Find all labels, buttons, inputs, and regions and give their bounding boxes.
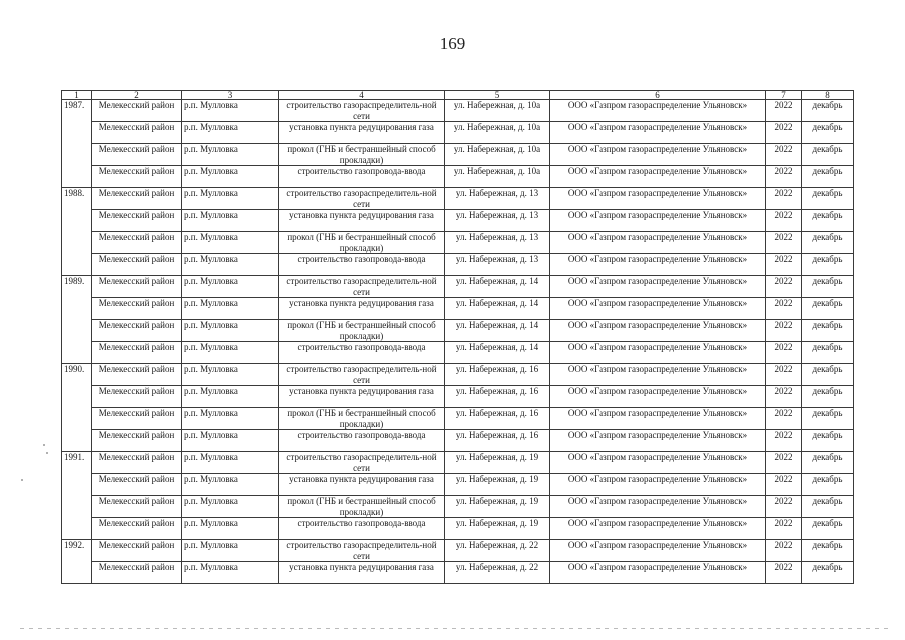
organization-cell: ООО «Газпром газораспределение Ульяновск» xyxy=(550,232,766,254)
year-cell: 2022 xyxy=(766,276,802,298)
table-row xyxy=(62,188,854,210)
year-cell: 2022 xyxy=(766,254,802,276)
column-header: 2 xyxy=(92,91,182,100)
month-cell: декабрь xyxy=(802,408,854,430)
address-cell: ул. Набережная, д. 19 xyxy=(445,496,550,518)
year-cell: 2022 xyxy=(766,474,802,496)
settlement-cell: р.п. Мулловка xyxy=(182,386,279,408)
year-cell: 2022 xyxy=(766,562,802,584)
address-cell: ул. Набережная, д. 10а xyxy=(445,144,550,166)
settlement-cell: р.п. Мулловка xyxy=(182,342,279,364)
organization-cell: ООО «Газпром газораспределение Ульяновск» xyxy=(550,144,766,166)
year-cell: 2022 xyxy=(766,540,802,562)
year-cell: 2022 xyxy=(766,430,802,452)
address-cell: ул. Набережная, д. 22 xyxy=(445,540,550,562)
organization-cell: ООО «Газпром газораспределение Ульяновск» xyxy=(550,562,766,584)
organization-cell: ООО «Газпром газораспределение Ульяновск» xyxy=(550,188,766,210)
organization-cell: ООО «Газпром газораспределение Ульяновск» xyxy=(550,342,766,364)
work-type-cell: прокол (ГНБ и бестраншейный способ прокладки) xyxy=(279,144,445,166)
organization-cell: ООО «Газпром газораспределение Ульяновск» xyxy=(550,254,766,276)
district-cell: Мелекесский район xyxy=(92,452,182,474)
column-header: 4 xyxy=(279,91,445,100)
address-cell: ул. Набережная, д. 14 xyxy=(445,276,550,298)
settlement-cell: р.п. Мулловка xyxy=(182,100,279,122)
settlement-cell: р.п. Мулловка xyxy=(182,188,279,210)
work-type-cell: строительство газораспределитель-ной сети xyxy=(279,100,445,122)
page-number: 169 xyxy=(439,34,466,53)
item-number-cell: 1989. xyxy=(62,276,92,364)
month-cell: декабрь xyxy=(802,518,854,540)
year-cell: 2022 xyxy=(766,100,802,122)
work-type-cell: строительство газораспределитель-ной сети xyxy=(279,276,445,298)
work-type-cell: строительство газопровода-ввода xyxy=(279,430,445,452)
district-cell: Мелекесский район xyxy=(92,100,182,122)
settlement-cell: р.п. Мулловка xyxy=(182,298,279,320)
settlement-cell: р.п. Мулловка xyxy=(182,496,279,518)
month-cell: декабрь xyxy=(802,496,854,518)
settlement-cell: р.п. Мулловка xyxy=(182,452,279,474)
work-type-cell: установка пункта редуцирования газа xyxy=(279,474,445,496)
year-cell: 2022 xyxy=(766,320,802,342)
address-cell: ул. Набережная, д. 16 xyxy=(445,430,550,452)
district-cell: Мелекесский район xyxy=(92,518,182,540)
table-row xyxy=(62,496,854,518)
address-cell: ул. Набережная, д. 10а xyxy=(445,122,550,144)
table-row xyxy=(62,232,854,254)
item-number-cell: 1988. xyxy=(62,188,92,276)
scan-speck xyxy=(43,444,45,446)
organization-cell: ООО «Газпром газораспределение Ульяновск» xyxy=(550,518,766,540)
table-row xyxy=(62,430,854,452)
table-row xyxy=(62,452,854,474)
item-number-cell: 1992. xyxy=(62,540,92,584)
work-type-cell: строительство газораспределитель-ной сети xyxy=(279,188,445,210)
district-cell: Мелекесский район xyxy=(92,122,182,144)
organization-cell: ООО «Газпром газораспределение Ульяновск» xyxy=(550,452,766,474)
district-cell: Мелекесский район xyxy=(92,144,182,166)
table-row xyxy=(62,100,854,122)
organization-cell: ООО «Газпром газораспределение Ульяновск» xyxy=(550,408,766,430)
month-cell: декабрь xyxy=(802,474,854,496)
district-cell: Мелекесский район xyxy=(92,562,182,584)
organization-cell: ООО «Газпром газораспределение Ульяновск» xyxy=(550,100,766,122)
address-cell: ул. Набережная, д. 13 xyxy=(445,210,550,232)
address-cell: ул. Набережная, д. 16 xyxy=(445,364,550,386)
year-cell: 2022 xyxy=(766,342,802,364)
table-row xyxy=(62,276,854,298)
year-cell: 2022 xyxy=(766,144,802,166)
work-type-cell: строительство газораспределитель-ной сети xyxy=(279,540,445,562)
gas-works-table xyxy=(61,90,854,584)
organization-cell: ООО «Газпром газораспределение Ульяновск» xyxy=(550,386,766,408)
address-cell: ул. Набережная, д. 22 xyxy=(445,562,550,584)
work-type-cell: установка пункта редуцирования газа xyxy=(279,210,445,232)
work-type-cell: прокол (ГНБ и бестраншейный способ прокладки) xyxy=(279,496,445,518)
settlement-cell: р.п. Мулловка xyxy=(182,474,279,496)
month-cell: декабрь xyxy=(802,364,854,386)
settlement-cell: р.п. Мулловка xyxy=(182,254,279,276)
work-type-cell: строительство газопровода-ввода xyxy=(279,254,445,276)
organization-cell: ООО «Газпром газораспределение Ульяновск» xyxy=(550,540,766,562)
address-cell: ул. Набережная, д. 14 xyxy=(445,298,550,320)
year-cell: 2022 xyxy=(766,518,802,540)
column-header: 8 xyxy=(802,91,854,100)
district-cell: Мелекесский район xyxy=(92,276,182,298)
district-cell: Мелекесский район xyxy=(92,166,182,188)
organization-cell: ООО «Газпром газораспределение Ульяновск» xyxy=(550,320,766,342)
month-cell: декабрь xyxy=(802,144,854,166)
district-cell: Мелекесский район xyxy=(92,188,182,210)
settlement-cell: р.п. Мулловка xyxy=(182,408,279,430)
year-cell: 2022 xyxy=(766,408,802,430)
year-cell: 2022 xyxy=(766,452,802,474)
table-row xyxy=(62,540,854,562)
table-row xyxy=(62,298,854,320)
district-cell: Мелекесский район xyxy=(92,232,182,254)
column-header: 1 xyxy=(62,91,92,100)
month-cell: декабрь xyxy=(802,100,854,122)
month-cell: декабрь xyxy=(802,276,854,298)
year-cell: 2022 xyxy=(766,166,802,188)
settlement-cell: р.п. Мулловка xyxy=(182,430,279,452)
month-cell: декабрь xyxy=(802,298,854,320)
settlement-cell: р.п. Мулловка xyxy=(182,364,279,386)
work-type-cell: строительство газопровода-ввода xyxy=(279,342,445,364)
work-type-cell: строительство газораспределитель-ной сети xyxy=(279,452,445,474)
year-cell: 2022 xyxy=(766,122,802,144)
table-body xyxy=(62,100,854,584)
address-cell: ул. Набережная, д. 13 xyxy=(445,254,550,276)
item-number-cell: 1990. xyxy=(62,364,92,452)
address-cell: ул. Набережная, д. 13 xyxy=(445,232,550,254)
work-type-cell: строительство газораспределитель-ной сети xyxy=(279,364,445,386)
address-cell: ул. Набережная, д. 14 xyxy=(445,320,550,342)
work-type-cell: прокол (ГНБ и бестраншейный способ прокладки) xyxy=(279,232,445,254)
month-cell: декабрь xyxy=(802,210,854,232)
settlement-cell: р.п. Мулловка xyxy=(182,276,279,298)
month-cell: декабрь xyxy=(802,122,854,144)
table-row xyxy=(62,342,854,364)
year-cell: 2022 xyxy=(766,232,802,254)
item-number-cell: 1991. xyxy=(62,452,92,540)
organization-cell: ООО «Газпром газораспределение Ульяновск» xyxy=(550,430,766,452)
address-cell: ул. Набережная, д. 16 xyxy=(445,408,550,430)
scan-speck xyxy=(21,479,23,481)
table-row xyxy=(62,254,854,276)
header-row xyxy=(62,91,854,100)
month-cell: декабрь xyxy=(802,188,854,210)
column-header: 3 xyxy=(182,91,279,100)
organization-cell: ООО «Газпром газораспределение Ульяновск» xyxy=(550,166,766,188)
district-cell: Мелекесский район xyxy=(92,210,182,232)
settlement-cell: р.п. Мулловка xyxy=(182,144,279,166)
district-cell: Мелекесский район xyxy=(92,430,182,452)
month-cell: декабрь xyxy=(802,342,854,364)
settlement-cell: р.п. Мулловка xyxy=(182,562,279,584)
column-header: 5 xyxy=(445,91,550,100)
district-cell: Мелекесский район xyxy=(92,496,182,518)
item-number-cell: 1987. xyxy=(62,100,92,188)
district-cell: Мелекесский район xyxy=(92,540,182,562)
work-type-cell: установка пункта редуцирования газа xyxy=(279,562,445,584)
work-type-cell: установка пункта редуцирования газа xyxy=(279,122,445,144)
address-cell: ул. Набережная, д. 19 xyxy=(445,518,550,540)
year-cell: 2022 xyxy=(766,298,802,320)
year-cell: 2022 xyxy=(766,496,802,518)
district-cell: Мелекесский район xyxy=(92,254,182,276)
table-row xyxy=(62,144,854,166)
month-cell: декабрь xyxy=(802,232,854,254)
district-cell: Мелекесский район xyxy=(92,408,182,430)
work-type-cell: установка пункта редуцирования газа xyxy=(279,298,445,320)
year-cell: 2022 xyxy=(766,210,802,232)
table-row xyxy=(62,210,854,232)
organization-cell: ООО «Газпром газораспределение Ульяновск» xyxy=(550,276,766,298)
organization-cell: ООО «Газпром газораспределение Ульяновск» xyxy=(550,122,766,144)
table-row xyxy=(62,166,854,188)
month-cell: декабрь xyxy=(802,166,854,188)
organization-cell: ООО «Газпром газораспределение Ульяновск» xyxy=(550,496,766,518)
settlement-cell: р.п. Мулловка xyxy=(182,122,279,144)
district-cell: Мелекесский район xyxy=(92,298,182,320)
address-cell: ул. Набережная, д. 10а xyxy=(445,100,550,122)
scan-speck xyxy=(46,452,48,454)
table-row xyxy=(62,474,854,496)
table-row xyxy=(62,518,854,540)
work-type-cell: прокол (ГНБ и бестраншейный способ прокладки) xyxy=(279,320,445,342)
settlement-cell: р.п. Мулловка xyxy=(182,518,279,540)
organization-cell: ООО «Газпром газораспределение Ульяновск» xyxy=(550,364,766,386)
address-cell: ул. Набережная, д. 14 xyxy=(445,342,550,364)
work-type-cell: установка пункта редуцирования газа xyxy=(279,386,445,408)
settlement-cell: р.п. Мулловка xyxy=(182,166,279,188)
settlement-cell: р.п. Мулловка xyxy=(182,320,279,342)
district-cell: Мелекесский район xyxy=(92,386,182,408)
scan-edge xyxy=(20,628,890,629)
settlement-cell: р.п. Мулловка xyxy=(182,210,279,232)
year-cell: 2022 xyxy=(766,364,802,386)
organization-cell: ООО «Газпром газораспределение Ульяновск» xyxy=(550,474,766,496)
address-cell: ул. Набережная, д. 10а xyxy=(445,166,550,188)
settlement-cell: р.п. Мулловка xyxy=(182,540,279,562)
district-cell: Мелекесский район xyxy=(92,364,182,386)
work-type-cell: строительство газопровода-ввода xyxy=(279,518,445,540)
district-cell: Мелекесский район xyxy=(92,474,182,496)
organization-cell: ООО «Газпром газораспределение Ульяновск» xyxy=(550,210,766,232)
table-row xyxy=(62,408,854,430)
month-cell: декабрь xyxy=(802,540,854,562)
district-cell: Мелекесский район xyxy=(92,320,182,342)
address-cell: ул. Набережная, д. 19 xyxy=(445,452,550,474)
table-row xyxy=(62,562,854,584)
settlement-cell: р.п. Мулловка xyxy=(182,232,279,254)
month-cell: декабрь xyxy=(802,386,854,408)
column-header: 6 xyxy=(550,91,766,100)
work-type-cell: прокол (ГНБ и бестраншейный способ прокладки) xyxy=(279,408,445,430)
address-cell: ул. Набережная, д. 19 xyxy=(445,474,550,496)
column-header: 7 xyxy=(766,91,802,100)
year-cell: 2022 xyxy=(766,188,802,210)
table-row xyxy=(62,364,854,386)
table-row xyxy=(62,320,854,342)
month-cell: декабрь xyxy=(802,452,854,474)
address-cell: ул. Набережная, д. 16 xyxy=(445,386,550,408)
month-cell: декабрь xyxy=(802,430,854,452)
work-type-cell: строительство газопровода-ввода xyxy=(279,166,445,188)
table-row xyxy=(62,122,854,144)
table-row xyxy=(62,386,854,408)
month-cell: декабрь xyxy=(802,562,854,584)
year-cell: 2022 xyxy=(766,386,802,408)
organization-cell: ООО «Газпром газораспределение Ульяновск» xyxy=(550,298,766,320)
address-cell: ул. Набережная, д. 13 xyxy=(445,188,550,210)
month-cell: декабрь xyxy=(802,320,854,342)
district-cell: Мелекесский район xyxy=(92,342,182,364)
month-cell: декабрь xyxy=(802,254,854,276)
